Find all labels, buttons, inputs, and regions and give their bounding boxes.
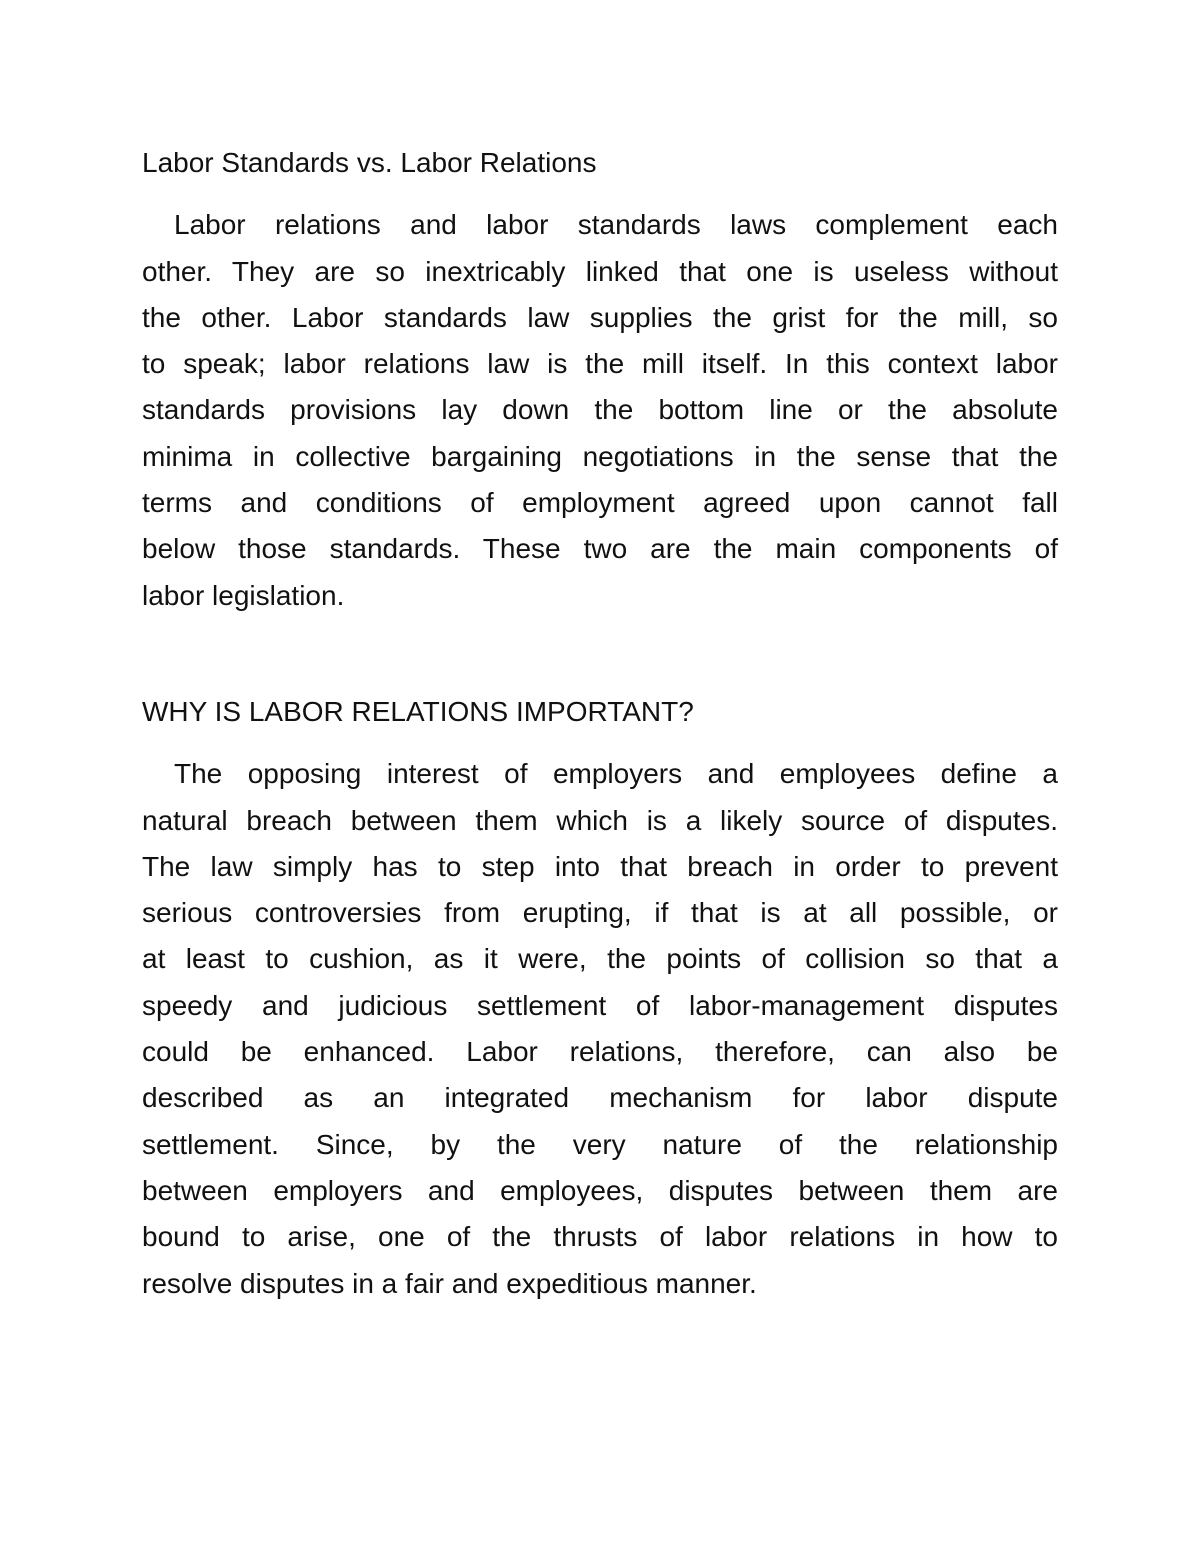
paragraph-line: Labor relations and labor standards laws complement each	[174, 209, 1058, 241]
paragraph-line: other. They are so inextricably linked that one is useless without	[142, 255, 1058, 287]
paragraph-line: at least to cushion, as it were, the points of collision so that a	[142, 943, 1058, 975]
paragraph-line: bound to arise, one of the thrusts of labor relations in how to	[142, 1221, 1058, 1253]
paragraph-line: The law simply has to step into that breach in order to prevent	[142, 850, 1058, 882]
paragraph-line: described as an integrated mechanism for labor dispute	[142, 1082, 1058, 1114]
section-heading-standards-vs-relations: Labor Standards vs. Labor Relations	[142, 147, 597, 178]
paragraph-line: natural breach between them which is a likely source of disputes.	[142, 804, 1058, 836]
paragraph-line: standards provisions lay down the bottom line or the absolute	[142, 394, 1058, 426]
paragraph-line: speedy and judicious settlement of labor-management disputes	[142, 989, 1058, 1021]
section-spacer	[142, 619, 1058, 689]
paragraph-line: serious controversies from erupting, if that is at all possible, or	[142, 897, 1058, 929]
paragraph-line: terms and conditions of employment agreed upon cannot fall	[142, 487, 1058, 519]
paragraph-line: The opposing interest of employers and employees define a	[174, 758, 1058, 790]
paragraph-line: between employers and employees, disputes between them are	[142, 1174, 1058, 1206]
paragraph-line: could be enhanced. Labor relations, therefore, can also be	[142, 1036, 1058, 1068]
paragraph-line: below those standards. These two are the main components of	[142, 533, 1058, 565]
paragraph-line: to speak; labor relations law is the mill itself. In this context labor	[142, 348, 1058, 380]
paragraph-line: minima in collective bargaining negotiations in the sense that the	[142, 440, 1058, 472]
paragraph-line: settlement. Since, by the very nature of the relationship	[142, 1128, 1058, 1160]
paragraph-why-important	[142, 751, 1058, 1307]
paragraph-line: the other. Labor standards law supplies the grist for the mill, so	[142, 301, 1058, 333]
paragraph-standards-vs-relations	[142, 202, 1058, 619]
section-heading-why-important: WHY IS LABOR RELATIONS IMPORTANT?	[142, 695, 694, 727]
document-page	[142, 140, 1058, 1307]
paragraph-line: resolve disputes in a fair and expeditious manner.	[142, 1267, 757, 1299]
paragraph-line: labor legislation.	[142, 579, 345, 611]
